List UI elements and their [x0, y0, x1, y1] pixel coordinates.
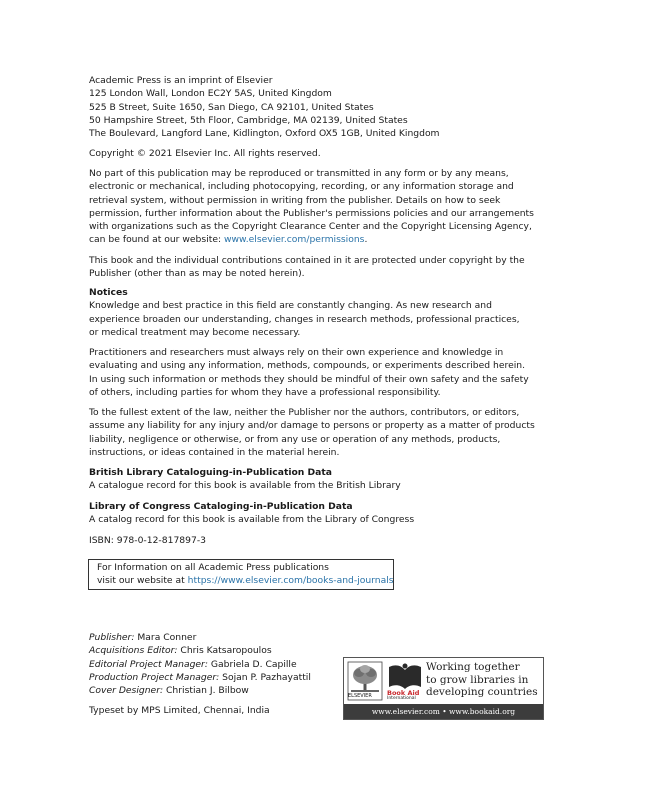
isbn-block [89, 534, 529, 547]
address-line: 125 London Wall, London EC2Y 5AS, United Kingdom [89, 88, 332, 100]
notices-line: or medical treatment may become necessary. [89, 326, 301, 338]
rights-last-suffix: . [364, 234, 368, 246]
rights-line: No part of this publication may be reproduced or transmitted in any form or by any means, [89, 168, 509, 179]
logo-tagline [426, 661, 541, 699]
isbn: ISBN: 978-0-12-817897-3 [89, 535, 206, 546]
credit-editorial-pm [89, 658, 311, 671]
notices-line: experience broaden our understanding, changes in research methods, professional practices, [89, 313, 520, 325]
logo-top [344, 658, 543, 704]
publisher-addresses [89, 74, 529, 140]
info-box-line-2 [97, 574, 393, 587]
tagline-line: to grow libraries in [426, 673, 529, 686]
address-line: Academic Press is an imprint of Elsevier [89, 75, 273, 86]
credit-name: Sojan P. Pazhayattil [222, 671, 311, 683]
british-library-section [89, 466, 529, 493]
notices-paragraph-2 [89, 346, 529, 399]
rights-line-last [89, 233, 529, 246]
notices-line: instructions, or ideas contained in the material herein. [89, 446, 340, 458]
credits-list [89, 631, 311, 697]
permissions-link[interactable]: www.elsevier.com/permissions [224, 234, 365, 246]
credit-name: Christian J. Bilbow [166, 685, 249, 697]
library-of-congress-text: A catalog record for this book is available from the Library of Congress [89, 514, 415, 526]
bookaid-sub-label: International [387, 696, 416, 701]
info-box-prefix: visit our website at [97, 575, 188, 587]
credit-publisher [89, 631, 311, 644]
credit-acquisitions-editor [89, 644, 311, 657]
logo-url-bar: www.elsevier.com • www.bookaid.org [344, 704, 543, 719]
typeset-line: Typeset by MPS Limited, Chennai, India [89, 705, 270, 716]
address-line: 525 B Street, Suite 1650, San Diego, CA 92101, United States [89, 101, 374, 113]
credit-production-pm [89, 671, 311, 684]
tagline-line: Working together [426, 661, 520, 673]
credit-role: Cover Designer: [89, 685, 164, 697]
credit-name: Gabriela D. Capille [210, 658, 297, 670]
credit-cover-designer [89, 684, 311, 697]
notices-section [89, 286, 529, 339]
elsevier-bookaid-logo [343, 657, 544, 720]
protected-line: Publisher (other than as may be noted herein). [89, 268, 305, 280]
elsevier-label: ELSEVIER [348, 693, 372, 699]
notices-line: In using such information or methods they should be mindful of their own safety and the safety [89, 373, 529, 385]
address-line: 50 Hampshire Street, 5th Floor, Cambridge, MA 02139, United States [89, 114, 408, 126]
notices-line: To the fullest extent of the law, neither the Publisher nor the authors, contributors, or editors, [89, 407, 520, 418]
tagline-line: developing countries [426, 686, 538, 698]
credit-name: Mara Conner [137, 632, 197, 643]
rights-line: permission, further information about the Publisher's permissions policies and our arrangements [89, 207, 534, 219]
rights-line: retrieval system, without permission in writing from the publisher. Details on how to seek [89, 194, 501, 206]
rights-last-prefix: can be found at our website: [89, 234, 224, 246]
rights-line: electronic or mechanical, including photocopying, recording, or any information storage and [89, 181, 514, 193]
notices-line: evaluating and using any information, methods, compounds, or experiments described herein. [89, 360, 526, 372]
british-library-heading: British Library Cataloguing-in-Publication Data [89, 467, 332, 478]
address-line: The Boulevard, Langford Lane, Kidlington, Oxford OX5 1GB, United Kingdom [89, 128, 440, 140]
rights-line: with organizations such as the Copyright Clearance Center and the Copyright Licensing Agency, [89, 221, 532, 233]
british-library-text: A catalogue record for this book is available from the British Library [89, 480, 401, 492]
notices-paragraph-3 [89, 406, 535, 459]
notices-heading: Notices [89, 287, 128, 298]
credit-role: Production Project Manager: [89, 671, 220, 683]
library-of-congress-heading: Library of Congress Cataloging-in-Publication Data [89, 501, 353, 512]
info-box [88, 559, 394, 590]
notices-line: of others, including parties for whom they have a professional responsibility. [89, 386, 441, 398]
copyright-text: Copyright © 2021 Elsevier Inc. All rights reserved. [89, 148, 321, 159]
credit-role: Acquisitions Editor: [89, 645, 178, 657]
protected-line: This book and the individual contributions contained in it are protected under copyright by the [89, 255, 525, 266]
books-journals-link[interactable]: https://www.elsevier.com/books-and-journals [187, 575, 394, 587]
notices-line: Practitioners and researchers must always rely on their own experience and knowledge in [89, 347, 504, 358]
bookaid-label: Book Aid [387, 689, 420, 697]
protected-paragraph [89, 254, 529, 281]
copyright-line [89, 147, 529, 160]
library-of-congress-section [89, 500, 529, 527]
rights-paragraph [89, 167, 534, 247]
credit-name: Chris Katsaropoulos [180, 645, 272, 657]
credit-role: Editorial Project Manager: [89, 658, 208, 670]
notices-line: assume any liability for any injury and/or damage to persons or property as a matter of products [89, 420, 535, 432]
credit-role: Publisher: [89, 632, 135, 643]
notices-line: Knowledge and best practice in this field are constantly changing. As new research and [89, 300, 492, 312]
notices-line: liability, negligence or otherwise, or from any use or operation of any methods, products, [89, 433, 501, 445]
info-box-line-1: For Information on all Academic Press publications [97, 562, 329, 573]
